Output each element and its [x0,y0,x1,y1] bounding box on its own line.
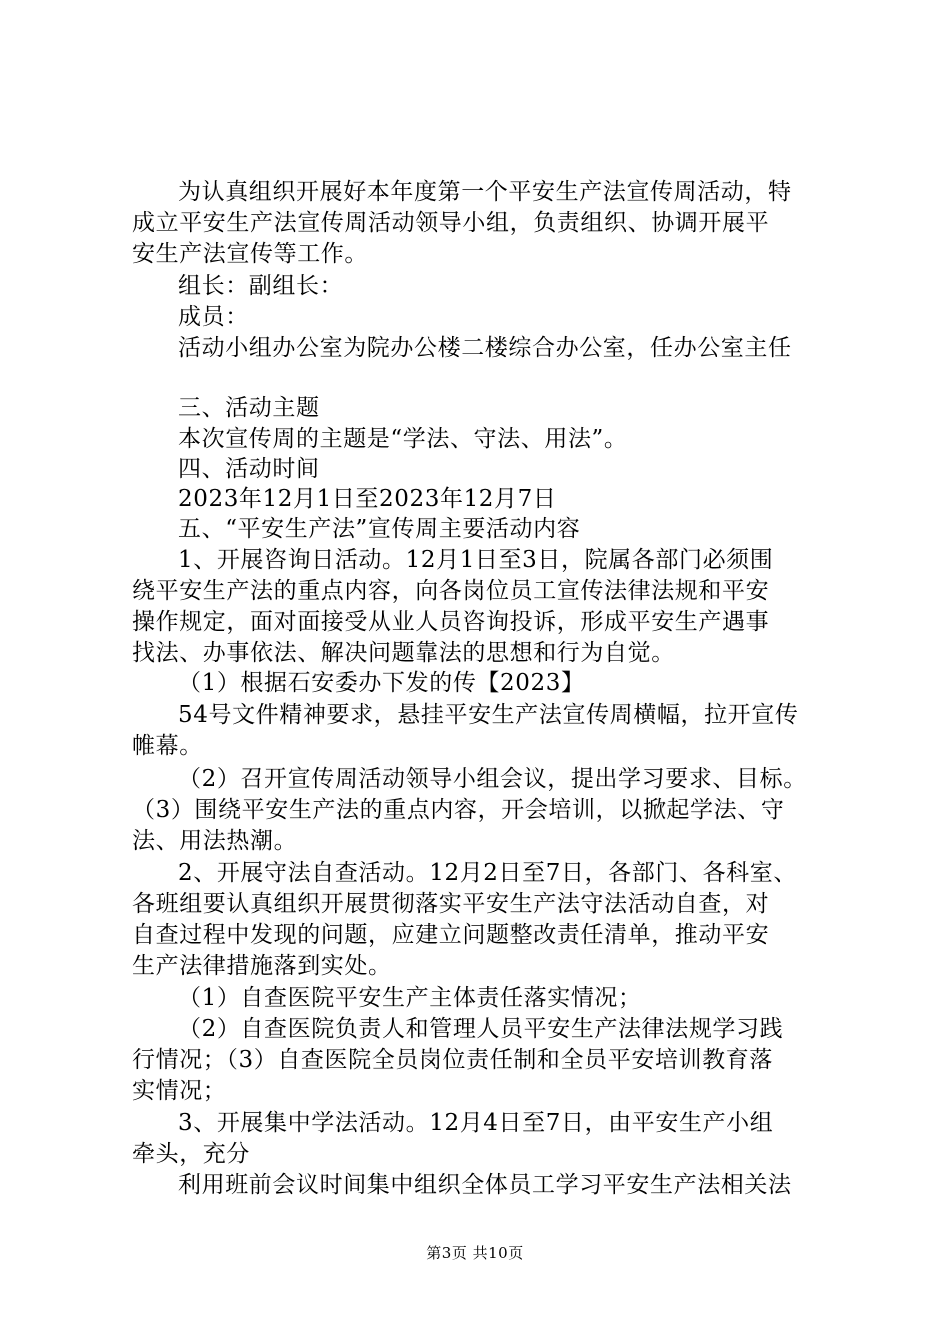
section-heading: 五、“平安生产法”宣传周主要活动内容 [178,516,581,542]
text-line: 54号文件精神要求，悬挂平安生产法宣传周横幅，拉开宣传 [178,702,799,728]
text-line: 本次宣传周的主题是“学法、守法、用法”。 [178,426,628,452]
text-line: 2023年12月1日至2023年12月7日 [178,486,557,512]
text-line: 为认真组织开展好本年度第一个平安生产法宣传周活动，特 [178,179,792,205]
text-line: 法、用法热潮。 [132,828,298,854]
text-line: 利用班前会议时间集中组织全体员工学习平安生产法相关法 [178,1172,792,1198]
text-line: 1、开展咨询日活动。12月1日至3日，院属各部门必须围 [178,547,774,573]
text-line: （2）自查医院负责人和管理人员平安生产法律法规学习践 [178,1016,784,1042]
text-line: 活动小组办公室为院办公楼二楼综合办公室，任办公室主任 [178,335,792,361]
text-line: 找法、办事依法、解决问题靠法的思想和行为自觉。 [132,640,675,666]
text-line: 各班组要认真组织开展贯彻落实平安生产法守法活动自查，对 [132,891,770,917]
text-line: 牵头，充分 [132,1141,250,1167]
text-line: （1）根据石安委办下发的传【2023】 [178,670,585,696]
text-line: 3、开展集中学法活动。12月4日至7日，由平安生产小组 [178,1110,774,1136]
text-line: 安生产法宣传等工作。 [132,241,368,267]
text-line: 自查过程中发现的问题，应建立问题整改责任清单，推动平安 [132,922,770,948]
text-line: （3）围绕平安生产法的重点内容，开会培训，以掀起学法、守 [132,797,785,823]
text-line: 操作规定，面对面接受从业人员咨询投诉，形成平安生产遇事 [132,609,770,635]
text-line: 成立平安生产法宣传周活动领导小组，负责组织、协调开展平 [132,210,770,236]
section-heading: 三、活动主题 [178,395,320,421]
section-heading: 四、活动时间 [178,456,320,482]
page-footer: 第3页 共10页 [426,1244,524,1262]
text-line: 帷幕。 [132,733,203,759]
text-line: 行情况；（3）自查医院全员岗位责任制和全员平安培训教育落 [132,1047,773,1073]
text-line: 2、开展守法自查活动。12月2日至7日，各部门、各科室、 [178,860,797,886]
text-line: 组长：副组长： [178,273,344,299]
text-line: 绕平安生产法的重点内容，向各岗位员工宣传法律法规和平安 [132,578,770,604]
text-line: （1）自查医院平安生产主体责任落实情况； [178,985,642,1011]
text-line: 生产法律措施落到实处。 [132,953,392,979]
text-line: 成员： [178,304,249,330]
text-line: 实情况； [132,1078,227,1104]
text-line: （2）召开宣传周活动领导小组会议，提出学习要求、目标。 [178,766,807,792]
